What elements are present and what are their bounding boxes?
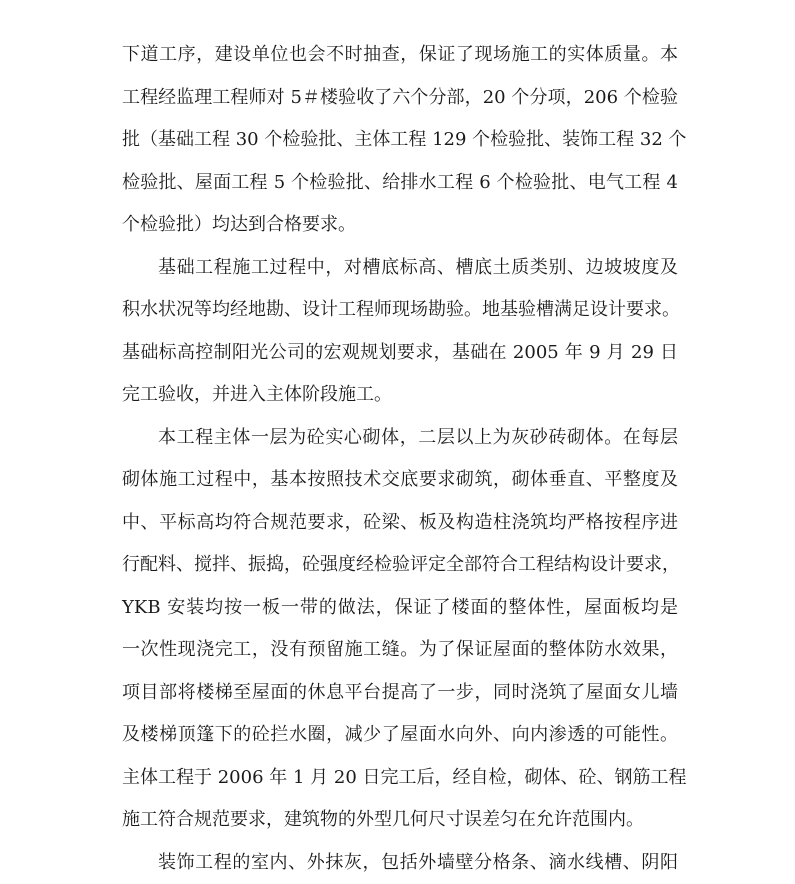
text-line: 检验批、屋面工程 5 个检验批、给排水工程 6 个检验批、电气工程 4 xyxy=(122,162,678,205)
text-line: 工程经监理工程师对 5＃楼验收了六个分部，20 个分项，206 个检验 xyxy=(122,77,678,120)
text-line: 完工验收，并进入主体阶段施工。 xyxy=(122,374,678,417)
text-line: 基础标高控制阳光公司的宏观规划要求，基础在 2005 年 9 月 29 日 xyxy=(122,332,678,375)
text-line: 积水状况等均经地勘、设计工程师现场勘验。地基验槽满足设计要求。 xyxy=(122,289,678,332)
text-line: 砌体施工过程中，基本按照技术交底要求砌筑，砌体垂直、平整度及 xyxy=(122,459,678,502)
text-line: 施工符合规范要求，建筑物的外型几何尺寸误差匀在允许范围内。 xyxy=(122,799,678,842)
text-line: 及楼梯顶篷下的砼拦水圈，减少了屋面水向外、向内渗透的可能性。 xyxy=(122,714,678,757)
text-line: 批（基础工程 30 个检验批、主体工程 129 个检验批、装饰工程 32 个 xyxy=(122,119,678,162)
document-body xyxy=(122,34,678,884)
paragraph-first-line: 装饰工程的室内、外抹灰，包括外墙壁分格条、滴水线槽、阴阳 xyxy=(122,842,678,884)
text-line: 中、平标高均符合规范要求，砼梁、板及构造柱浇筑均严格按程序进 xyxy=(122,502,678,545)
text-line: 个检验批）均达到合格要求。 xyxy=(122,204,678,247)
text-line: 一次性现浇完工，没有预留施工缝。为了保证屋面的整体防水效果， xyxy=(122,629,678,672)
paragraph-first-line: 本工程主体一层为砼实心砌体，二层以上为灰砂砖砌体。在每层 xyxy=(122,417,678,460)
text-line: 下道工序，建设单位也会不时抽查，保证了现场施工的实体质量。本 xyxy=(122,34,678,77)
text-line: YKB 安装均按一板一带的做法，保证了楼面的整体性，屋面板均是 xyxy=(122,587,678,630)
text-line: 主体工程于 2006 年 1 月 20 日完工后，经自检，砌体、砼、钢筋工程 xyxy=(122,757,678,800)
text-line: 行配料、搅拌、振捣，砼强度经检验评定全部符合工程结构设计要求， xyxy=(122,544,678,587)
text-line: 项目部将楼梯至屋面的休息平台提高了一步，同时浇筑了屋面女儿墙 xyxy=(122,672,678,715)
paragraph-first-line: 基础工程施工过程中，对槽底标高、槽底土质类别、边坡坡度及 xyxy=(122,247,678,290)
